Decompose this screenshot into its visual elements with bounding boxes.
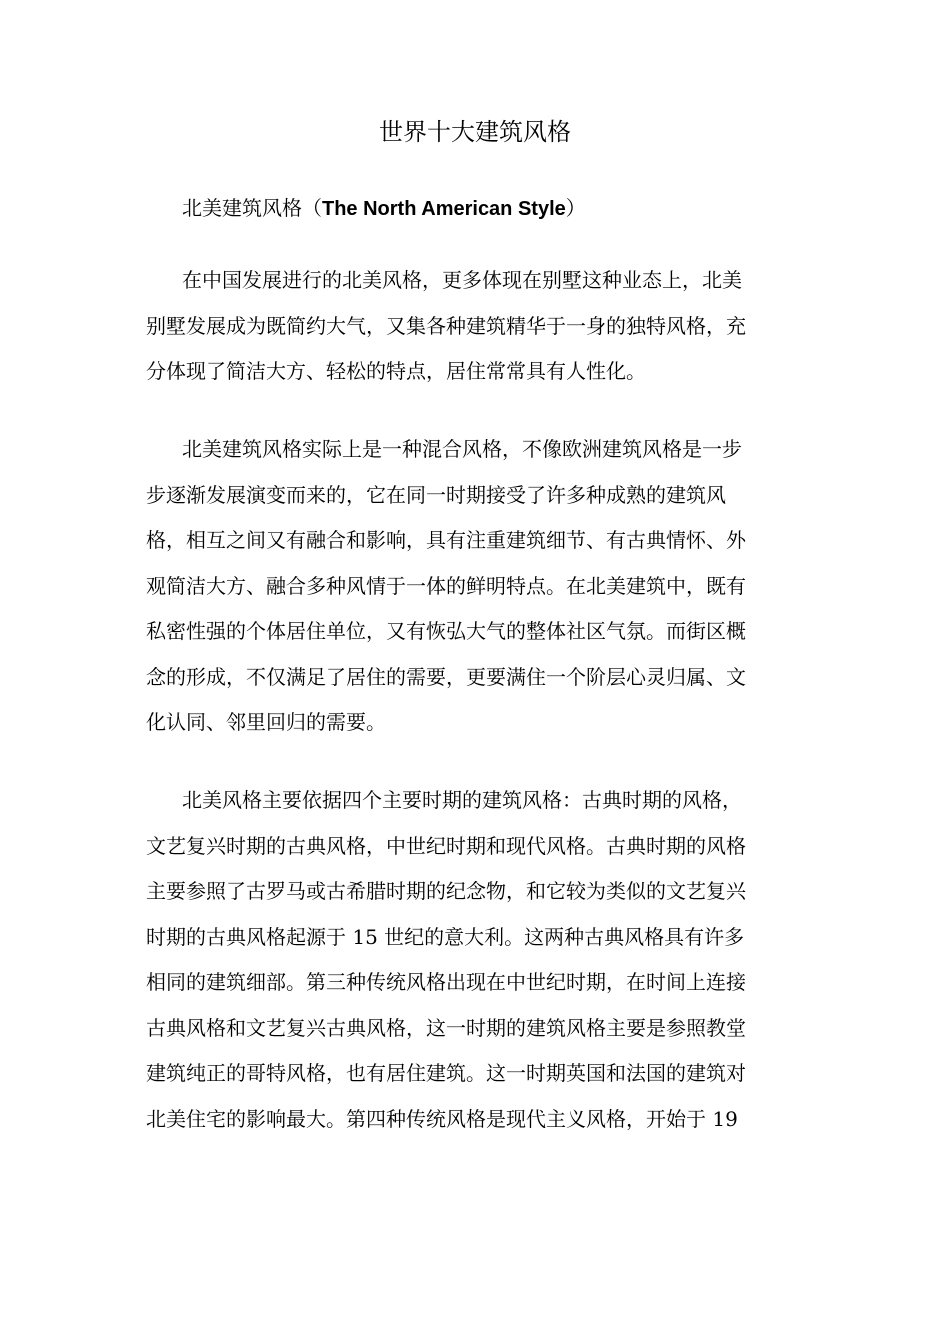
paragraph-line: 古典风格和文艺复兴古典风格，这一时期的建筑风格主要是参照教堂 — [146, 1015, 746, 1040]
paragraph-line: 北美建筑风格实际上是一种混合风格，不像欧洲建筑风格是一步 — [182, 437, 742, 461]
section-heading-zh: 北美建筑风格（ — [182, 196, 322, 220]
section-heading — [182, 190, 586, 227]
paragraph-line: 步逐渐发展演变而来的，它在同一时期接受了许多种成熟的建筑风 — [146, 482, 726, 507]
section-heading-close: ） — [565, 196, 586, 220]
section-heading-en: The North American Style — [322, 198, 566, 220]
document-title: 世界十大建筑风格 — [379, 118, 571, 146]
paragraph-line: 主要参照了古罗马或古希腊时期的纪念物，和它较为类似的文艺复兴 — [146, 879, 746, 903]
paragraph-line: 文艺复兴时期的古典风格，中世纪时期和现代风格。古典时期的风格 — [146, 833, 746, 858]
paragraph-line: 格，相互之间又有融合和影响，具有注重建筑细节、有古典情怀、外 — [146, 528, 746, 552]
paragraph-line: 时期的古典风格起源于 15 世纪的意大利。这两种古典风格具有许多 — [146, 924, 745, 949]
paragraph-line: 观简洁大方、融合多种风情于一体的鲜明特点。在北美建筑中，既有 — [146, 573, 746, 598]
paragraph-line: 建筑纯正的哥特风格，也有居住建筑。这一时期英国和法国的建筑对 — [146, 1061, 746, 1085]
paragraph-line: 相同的建筑细部。第三种传统风格出现在中世纪时期，在时间上连接 — [146, 970, 746, 994]
paragraph-line: 分体现了简洁大方、轻松的特点，居住常常具有人性化。 — [146, 359, 646, 383]
paragraph-2 — [146, 427, 810, 746]
paragraph-line: 别墅发展成为既简约大气，又集各种建筑精华于一身的独特风格，充 — [146, 313, 746, 338]
paragraph-line: 北美住宅的影响最大。第四种传统风格是现代主义风格，开始于 19 — [146, 1106, 738, 1131]
paragraph-line: 化认同、邻里回归的需要。 — [146, 710, 386, 734]
paragraph-3 — [146, 778, 810, 1142]
paragraph-line: 北美风格主要依据四个主要时期的建筑风格：古典时期的风格， — [182, 788, 742, 812]
paragraph-line: 在中国发展进行的北美风格，更多体现在别墅这种业态上，北美 — [182, 268, 742, 292]
paragraph-line: 私密性强的个体居住单位，又有恢弘大气的整体社区气氛。而街区概 — [146, 619, 746, 643]
paragraph-1 — [146, 258, 810, 395]
paragraph-line: 念的形成，不仅满足了居住的需要，更要满住一个阶层心灵归属、文 — [146, 664, 746, 689]
